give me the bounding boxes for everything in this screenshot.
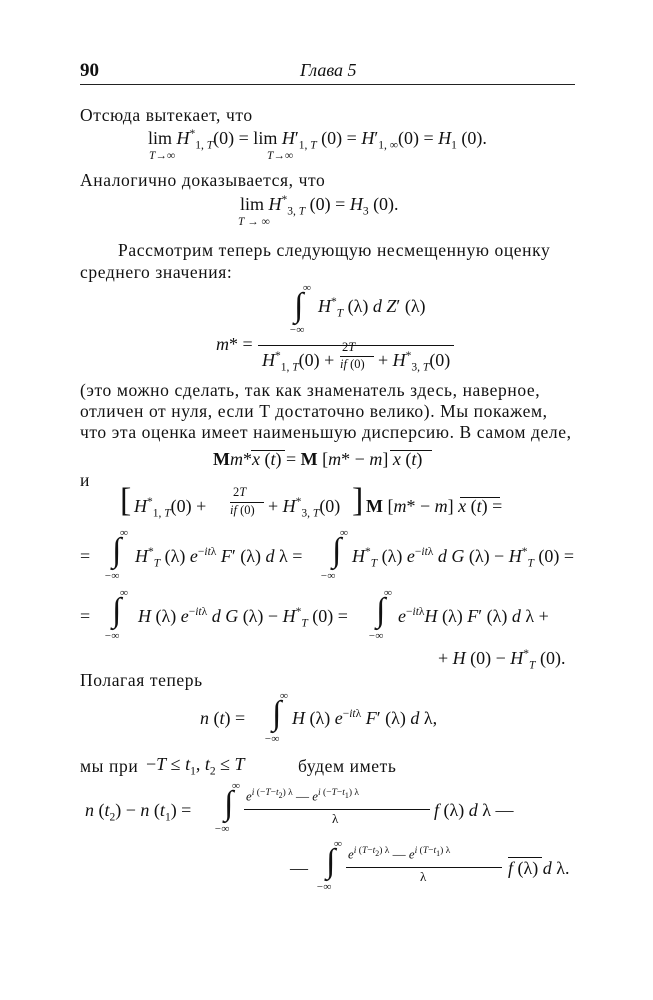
paragraph-text: и <box>80 470 90 490</box>
paragraph-text: Отсюда вытекает, что <box>80 105 253 125</box>
paragraph-text: Аналогично доказывается, что <box>80 170 326 190</box>
paragraph-text: отличен от нуля, если T достаточно велико). Мы покажем, <box>80 401 548 421</box>
running-head: Глава 5 <box>300 60 357 80</box>
paragraph-text: Полагая теперь <box>80 670 203 690</box>
paragraph-text: Рассмотрим теперь следующую несмещенную оценку <box>118 240 551 260</box>
page-number: 90 <box>80 60 99 81</box>
header-rule <box>80 84 575 85</box>
formula-inequality: $-T \le t_1$, $t_2 \le T$ <box>146 754 245 778</box>
formula-line-8: + H $(0) - H^*_T$ (0). <box>438 648 566 672</box>
paragraph-text: (это можно сделать, так как знаменатель здесь, наверное, <box>80 380 541 400</box>
paragraph-text: что эта оценка имеет наименьшую дисперсию. В самом деле, <box>80 422 572 442</box>
paragraph-text: среднего значения: <box>80 262 233 282</box>
paragraph-text: будем иметь <box>298 756 397 776</box>
paragraph-text: мы при <box>80 756 139 776</box>
